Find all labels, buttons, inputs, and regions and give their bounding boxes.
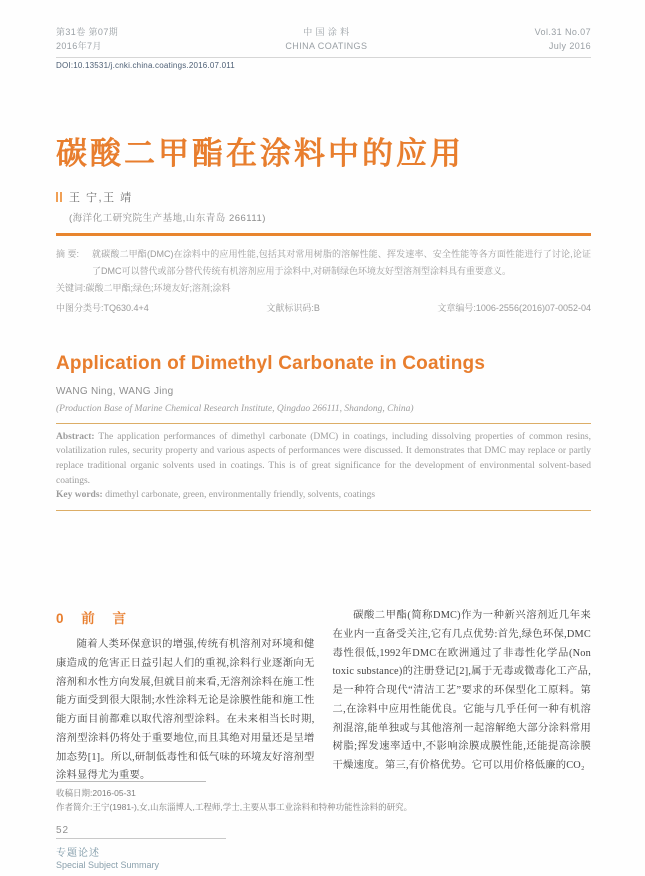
keywords-en-text: dimethyl carbonate, green, environmentally friendly, solvents, coatings bbox=[102, 490, 376, 501]
article-body bbox=[56, 607, 591, 786]
page-number: 52 bbox=[56, 825, 226, 839]
keywords-cn-text: 碳酸二甲酯;绿色;环境友好;溶剂;涂料 bbox=[85, 283, 231, 294]
authors-row bbox=[56, 189, 591, 205]
abstract-en-block bbox=[56, 430, 591, 504]
author-bio: 作者简介:王宁(1981-),女,山东淄博人,工程师,学士,主要从事工业涂料和特种功能性涂料的研究。 bbox=[56, 802, 413, 813]
abstract-en bbox=[56, 430, 591, 489]
affiliation-cn: (海洋化工研究院生产基地,山东青岛 266111) bbox=[69, 213, 266, 224]
article-title-cn: 碳酸二甲酯在涂料中的应用 bbox=[56, 136, 464, 171]
author-marker-icon bbox=[56, 192, 62, 202]
section-heading-intro: 0 前 言 bbox=[56, 611, 134, 627]
abstract-en-text: The application performances of dimethyl carbonate (DMC) in coatings, including dissolving properties of common resins, volatilization rules, security property and various aspects of performances were discussed. It demonstrates that DMC may replace or partly replace traditional organic solvents used in coatings. This is of great significance for the development of environmental solvent-based coatings. bbox=[56, 431, 591, 486]
document-code: 文献标识码:B bbox=[266, 302, 320, 313]
header-volume-cn: 第31卷 第07期 bbox=[56, 27, 119, 37]
header-date-en: July 2016 bbox=[548, 40, 591, 51]
body-column-right bbox=[333, 607, 592, 786]
abstract-cn-label: 摘 要: bbox=[56, 249, 80, 259]
column-title-en: Special Subject Summary bbox=[56, 860, 160, 870]
header-date-cn: 2016年7月 bbox=[56, 40, 102, 51]
divider-thin-bottom bbox=[56, 510, 591, 511]
footnote-separator bbox=[56, 781, 206, 782]
journal-header bbox=[56, 26, 591, 58]
keywords-en-label: Key words: bbox=[56, 490, 103, 501]
intro-paragraph-right: 碳酸二甲酯(简称DMC)作为一种新兴溶剂近几年来在业内一直备受关注,它有几点优势:首先,绿色环保,DMC毒性很低,1992年DMC在欧洲通过了非毒性化学品(Non toxic substance)的注册登记[2],属于无毒或微毒化工产品,是一种符合现代“清洁工艺”要求的环保型化工原料。第二,在涂料中应用性能优良。它能与几乎任何一种有机溶剂混溶,能单独或与其他溶剂一起溶解绝大部分涂料常用树脂;挥发速率适中,不影响涂膜成膜性能,还能提高涂膜干燥速度。第三,有价格优势。它可以用价格低廉的CO₂ bbox=[332, 610, 591, 772]
divider-thin-top bbox=[56, 423, 591, 424]
keywords-cn bbox=[56, 280, 591, 297]
journal-name-en: CHINA COATINGS bbox=[285, 40, 368, 51]
article-id: 文章编号:1006-2556(2016)07-0052-04 bbox=[437, 302, 591, 313]
article-title-en: Application of Dimethyl Carbonate in Coatings bbox=[56, 352, 486, 374]
clc-number: 中图分类号:TQ630.4+4 bbox=[56, 302, 149, 313]
authors-en: WANG Ning, WANG Jing bbox=[56, 385, 174, 397]
affiliation-en: (Production Base of Marine Chemical Research Institute, Qingdao 266111, Shandong, China) bbox=[56, 403, 414, 414]
intro-paragraph-left: 随着人类环保意识的增强,传统有机溶剂对环境和健康造成的危害正日益引起人们的重视,涂料行业逐渐向无溶剂和水性方向发展,但就目前来看,无溶剂涂料在施工性能方面受到很大限制;水性涂料无论是涂膜性能和施工性能方面目前都难以取代溶剂型涂料。在未来相当长时期,溶剂型涂料仍将处于重要地位,而且其绝对用量还是呈增加态势[1]。所以,研制低毒性和低气味的环境友好溶剂型涂料显得尤为重要。 bbox=[56, 639, 315, 782]
divider-thick-orange bbox=[56, 233, 591, 236]
classification-row bbox=[56, 300, 591, 317]
page-footer bbox=[56, 820, 226, 870]
abstract-cn bbox=[56, 246, 591, 279]
column-title-cn: 专题论述 bbox=[56, 848, 100, 859]
header-journal-name bbox=[285, 26, 367, 53]
keywords-en bbox=[56, 488, 591, 503]
doi: DOI:10.13531/j.cnki.china.coatings.2016.07.011 bbox=[56, 61, 235, 70]
header-issue-en bbox=[535, 26, 591, 53]
header-volume-en: Vol.31 No.07 bbox=[534, 27, 591, 37]
received-date: 收稿日期:2016-05-31 bbox=[56, 788, 136, 798]
keywords-cn-label: 关键词: bbox=[56, 283, 86, 294]
abstract-en-label: Abstract: bbox=[56, 431, 95, 442]
abstract-cn-block bbox=[56, 246, 591, 317]
footnote-block bbox=[56, 781, 591, 815]
journal-name-cn: 中 国 涂 料 bbox=[303, 27, 350, 37]
abstract-cn-text: 就碳酸二甲酯(DMC)在涂料中的应用性能,包括其对常用树脂的溶解性能、挥发速率、安全性能等各方面性能进行了讨论,论证了DMC可以替代或部分替代传统有机溶剂应用于涂料中,对研制绿色环境友好型溶剂型涂料具有重要意义。 bbox=[92, 249, 591, 276]
body-column-left bbox=[56, 607, 315, 786]
header-issue-cn bbox=[56, 26, 118, 53]
authors-cn: 王 宁,王 靖 bbox=[69, 192, 133, 204]
